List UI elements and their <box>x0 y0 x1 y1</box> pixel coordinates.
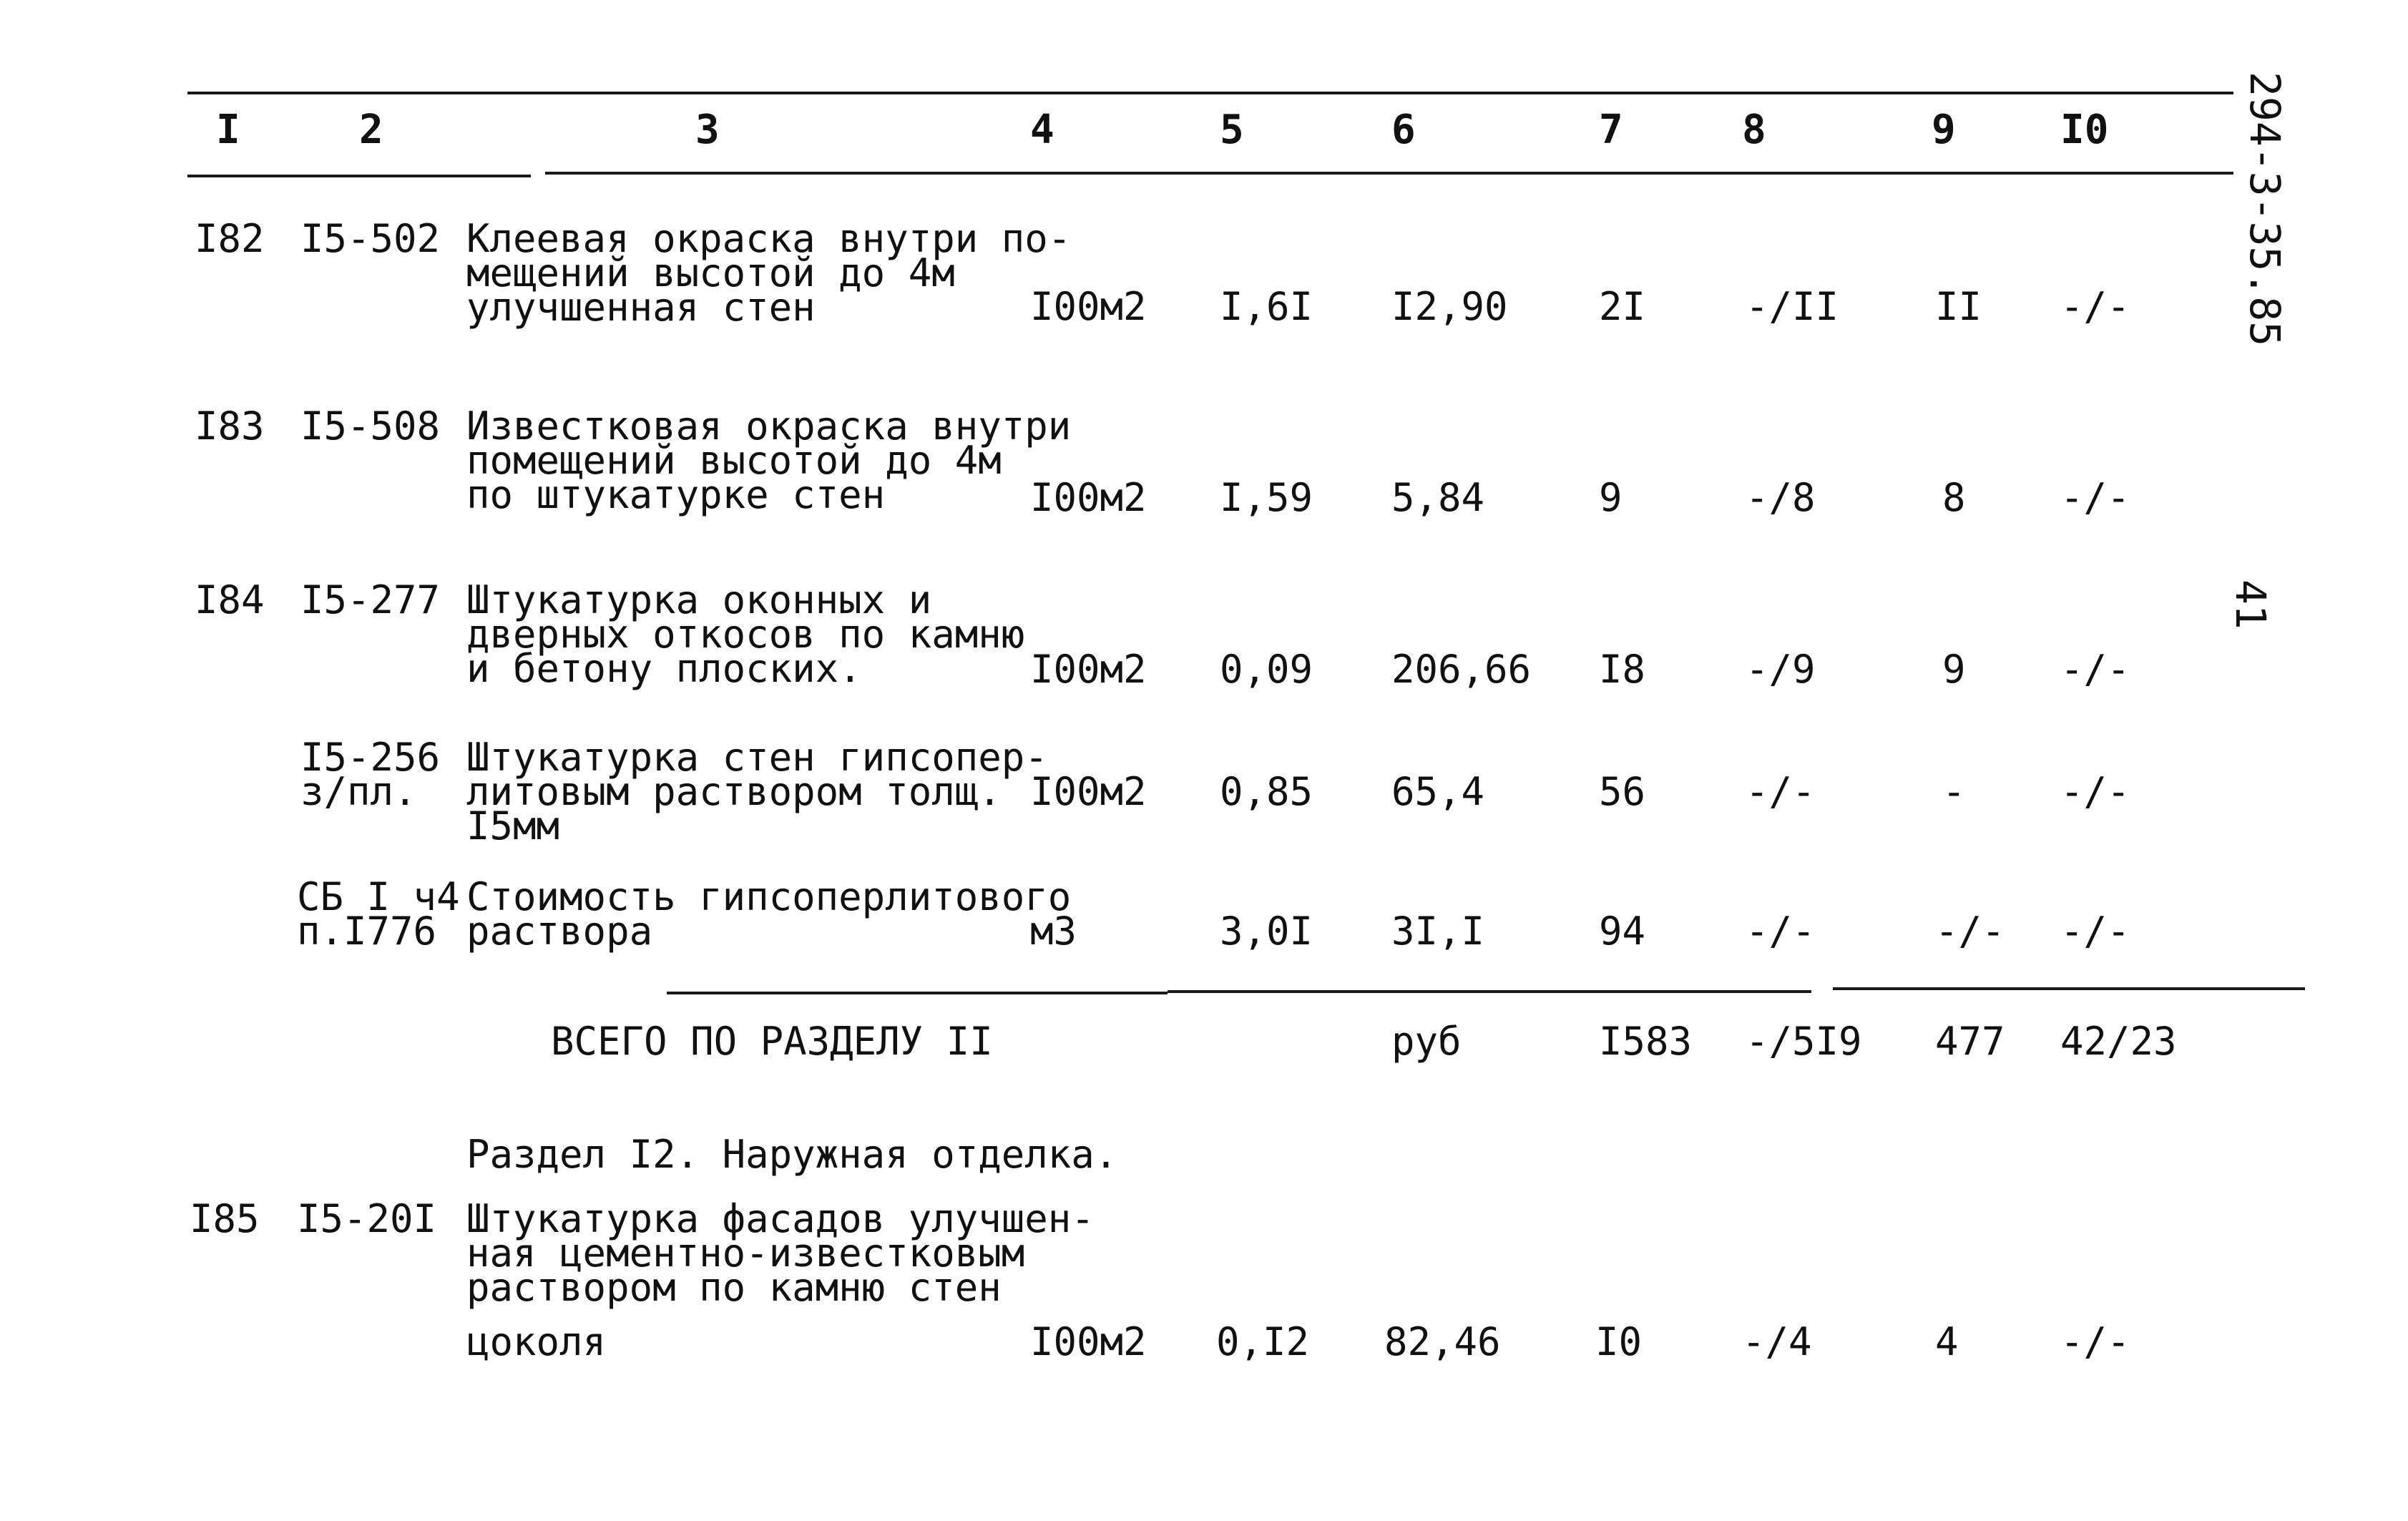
row-183-col9: 8 <box>1942 475 1966 520</box>
row-sb-col8: -/- <box>1746 909 1816 954</box>
row-185-price: 82,46 <box>1384 1319 1501 1364</box>
header-col-2: 2 <box>359 107 383 153</box>
row-182-col8: -/II <box>1746 284 1839 329</box>
row-185-description: Штукатурка фасадов улучшен- ная цементно-известковым раствором по камню стен <box>466 1196 1095 1310</box>
row-182-description: Клеевая окраска внутри по- мещений высотой до 4м улучшенная стен <box>466 216 1072 330</box>
row-sb-price: 3I,I <box>1391 909 1485 954</box>
header-top-rule <box>187 92 2233 94</box>
row-184-price: 206,66 <box>1391 647 1532 692</box>
row-15-256-price: 65,4 <box>1391 769 1485 814</box>
row-sb-quantity: 3,0I <box>1220 909 1313 954</box>
header-bottom-rule-left <box>187 175 531 177</box>
row-185-number: I85 <box>190 1196 260 1241</box>
row-182-number: I82 <box>195 216 265 261</box>
row-183-number: I83 <box>195 404 265 449</box>
row-15-256-col10: -/- <box>2060 769 2130 814</box>
row-184-code: I5-277 <box>300 577 441 622</box>
row-183-price: 5,84 <box>1391 475 1485 520</box>
row-15-256-total: 56 <box>1599 769 1646 814</box>
row-184-number: I84 <box>195 577 265 622</box>
row-183-description: Известковая окраска внутри помещений высотой до 4м по штукатурке стен <box>466 404 1072 517</box>
row-sb-col9: -/- <box>1935 909 2005 954</box>
row-185-description-line2: цоколя <box>466 1319 607 1364</box>
total-row-label: ВСЕГО ПО РАЗДЕЛУ II <box>551 1019 993 1064</box>
row-sb-col10: -/- <box>2060 909 2130 954</box>
header-col-5: 5 <box>1220 107 1244 153</box>
header-col-10: I0 <box>2060 107 2109 153</box>
header-col-3: 3 <box>695 107 720 153</box>
row-185-code: I5-20I <box>297 1196 437 1241</box>
row-183-unit: I00м2 <box>1030 475 1147 520</box>
row-15-256-description: Штукатурка стен гипсопер- литовым раствором толщ. I5мм <box>466 735 1048 848</box>
row-sb-description: Стоимость гипсоперлитового раствора <box>466 874 1072 954</box>
row-183-code: I5-508 <box>300 404 441 449</box>
row-185-total: I0 <box>1595 1319 1643 1364</box>
total-rule-3 <box>1833 987 2305 990</box>
row-15-256-col8: -/- <box>1746 769 1816 814</box>
header-bottom-rule-right <box>545 172 2233 175</box>
total-rule-2 <box>1168 990 1811 993</box>
row-183-col10: -/- <box>2060 475 2130 520</box>
row-sb-unit: м3 <box>1030 909 1077 954</box>
row-182-col9: II <box>1935 284 1982 329</box>
row-183-total: 9 <box>1599 475 1623 520</box>
row-182-code: I5-502 <box>300 216 441 261</box>
header-col-9: 9 <box>1932 107 1956 153</box>
row-185-col9: 4 <box>1935 1319 1959 1364</box>
side-document-code: 294-3-35.85 <box>2241 72 2289 347</box>
header-col-6: 6 <box>1391 107 1416 153</box>
row-185-col10: -/- <box>2060 1319 2130 1364</box>
total-row-col9: 477 <box>1935 1019 2005 1064</box>
row-182-col10: -/- <box>2060 284 2130 329</box>
row-15-256-code: I5-256 з/пл. <box>300 735 441 814</box>
row-182-unit: I00м2 <box>1030 284 1147 329</box>
row-184-total: I8 <box>1599 647 1646 692</box>
header-col-4: 4 <box>1030 107 1054 153</box>
row-185-col8: -/4 <box>1742 1319 1812 1364</box>
row-184-col10: -/- <box>2060 647 2130 692</box>
total-row-col10: 42/23 <box>2060 1019 2177 1064</box>
row-sb-total: 94 <box>1599 909 1646 954</box>
total-row-unit: руб <box>1391 1019 1462 1064</box>
row-184-col9: 9 <box>1942 647 1966 692</box>
row-184-unit: I00м2 <box>1030 647 1147 692</box>
header-col-7: 7 <box>1599 107 1623 153</box>
row-182-total: 2I <box>1599 284 1646 329</box>
total-row-total: I583 <box>1599 1019 1693 1064</box>
row-sb-code: СБ I ч4 п.I776 <box>297 874 460 954</box>
total-rule-1 <box>667 992 1168 994</box>
row-184-col8: -/9 <box>1746 647 1816 692</box>
row-15-256-col9: - <box>1942 769 1966 814</box>
row-183-col8: -/8 <box>1746 475 1816 520</box>
row-185-quantity: 0,I2 <box>1216 1319 1310 1364</box>
row-184-description: Штукатурка оконных и дверных откосов по камню и бетону плоских. <box>466 577 1025 691</box>
row-15-256-unit: I00м2 <box>1030 769 1147 814</box>
row-184-quantity: 0,09 <box>1220 647 1313 692</box>
total-row-col8: -/5I9 <box>1746 1019 1862 1064</box>
page-number: 41 <box>2226 579 2275 630</box>
row-15-256-quantity: 0,85 <box>1220 769 1313 814</box>
header-col-1: I <box>216 107 240 153</box>
row-182-quantity: I,6I <box>1220 284 1313 329</box>
row-182-price: I2,90 <box>1391 284 1508 329</box>
row-185-unit: I00м2 <box>1030 1319 1147 1364</box>
section-title: Раздел I2. Наружная отделка. <box>466 1132 1118 1177</box>
header-col-8: 8 <box>1742 107 1766 153</box>
row-183-quantity: I,59 <box>1220 475 1313 520</box>
